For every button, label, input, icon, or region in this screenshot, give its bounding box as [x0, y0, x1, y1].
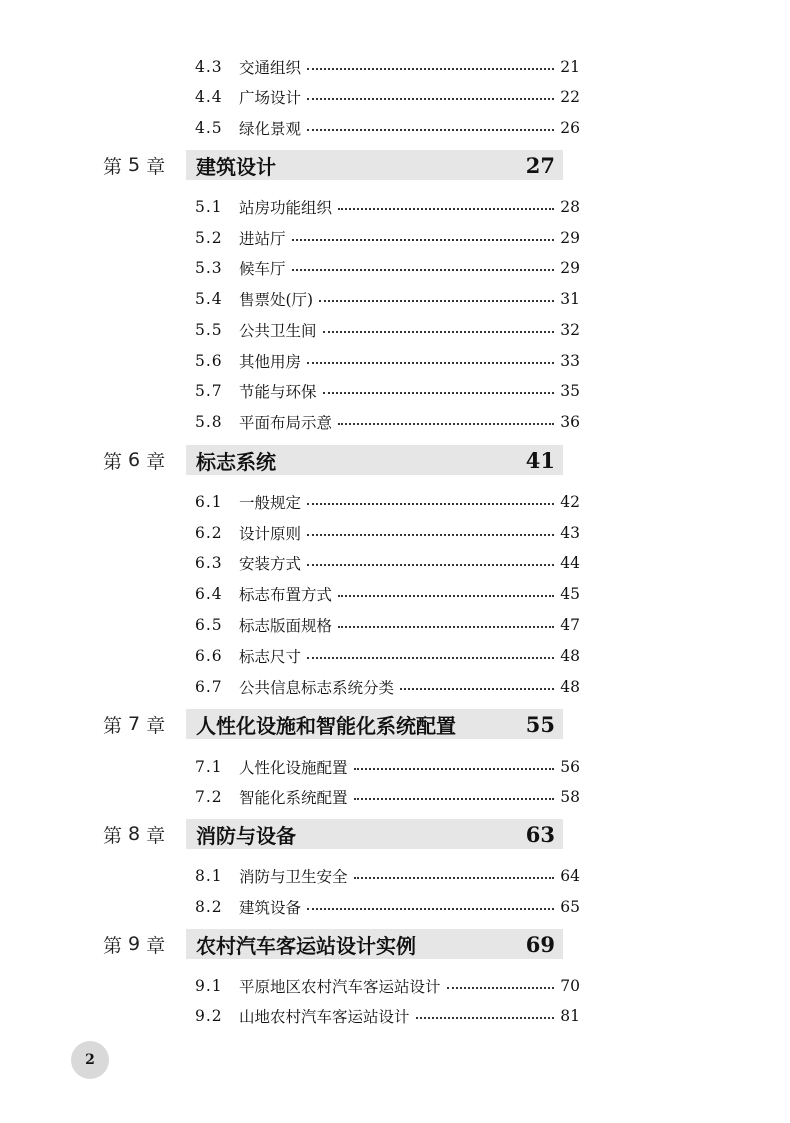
section-page-number: 64: [560, 867, 580, 885]
toc-entry[interactable]: [195, 116, 580, 140]
chapter-page-number: 69: [525, 931, 555, 957]
dot-leader: [307, 564, 554, 566]
toc-entry[interactable]: [195, 85, 580, 109]
section-page-number: 36: [560, 413, 580, 431]
toc-entry[interactable]: [195, 755, 580, 779]
section-number: 5.4: [195, 290, 223, 308]
dot-leader: [307, 129, 554, 131]
section-title: 广场设计: [239, 89, 302, 107]
section-title: 进站厅: [239, 230, 286, 248]
section-title: 建筑设备: [239, 899, 302, 917]
section-number: 5.3: [195, 259, 223, 277]
chapter-heading[interactable]: [186, 445, 563, 475]
section-page-number: 48: [560, 647, 580, 665]
section-title: 智能化系统配置: [239, 789, 348, 807]
dot-leader: [354, 877, 555, 879]
section-number: 8.2: [195, 898, 223, 916]
section-page-number: 45: [560, 585, 580, 603]
chapter-heading[interactable]: [186, 819, 563, 849]
section-title: 公共卫生间: [239, 322, 317, 340]
section-page-number: 56: [560, 758, 580, 776]
section-page-number: 29: [560, 229, 580, 247]
dot-leader: [416, 1017, 555, 1019]
section-number: 6.1: [195, 493, 223, 511]
section-title: 标志版面规格: [239, 617, 333, 635]
section-title: 人性化设施配置: [239, 759, 348, 777]
dot-leader: [307, 68, 554, 70]
toc-entry[interactable]: [195, 410, 580, 434]
chapter-number: 9: [128, 933, 141, 955]
section-page-number: 32: [560, 321, 580, 339]
section-title: 其他用房: [239, 353, 302, 371]
section-title: 候车厅: [239, 260, 286, 278]
toc-entry[interactable]: [195, 864, 580, 888]
section-page-number: 21: [560, 58, 580, 76]
dot-leader: [307, 908, 554, 910]
dot-leader: [354, 798, 555, 800]
section-page-number: 28: [560, 198, 580, 216]
section-title: 消防与卫生安全: [239, 868, 348, 886]
section-page-number: 33: [560, 352, 580, 370]
toc-entry[interactable]: [195, 521, 580, 545]
chapter-number: 8: [128, 823, 141, 845]
section-page-number: 42: [560, 493, 580, 511]
chapter-number: 6: [128, 449, 141, 471]
dot-leader: [400, 688, 554, 690]
section-page-number: 43: [560, 524, 580, 542]
chapter-title: 建筑设计: [196, 154, 276, 179]
chapter-word-suffix: 章: [146, 714, 166, 737]
section-number: 5.2: [195, 229, 223, 247]
dot-leader: [292, 269, 555, 271]
section-title: 站房功能组织: [239, 199, 333, 217]
section-page-number: 70: [560, 977, 580, 995]
section-number: 7.2: [195, 788, 223, 806]
toc-entry[interactable]: [195, 318, 580, 342]
toc-entry[interactable]: [195, 613, 580, 637]
section-number: 5.6: [195, 352, 223, 370]
dot-leader: [354, 768, 555, 770]
dot-leader: [307, 657, 554, 659]
section-page-number: 65: [560, 898, 580, 916]
section-title: 平面布局示意: [239, 414, 333, 432]
section-title: 安装方式: [239, 555, 302, 573]
chapter-word-prefix: 第: [103, 714, 123, 737]
chapter-heading[interactable]: [186, 709, 563, 739]
toc-entry[interactable]: [195, 895, 580, 919]
section-number: 4.3: [195, 58, 223, 76]
dot-leader: [307, 98, 554, 100]
chapter-word-suffix: 章: [146, 824, 166, 847]
section-page-number: 81: [560, 1007, 580, 1025]
section-title: 公共信息标志系统分类: [239, 679, 395, 697]
toc-entry[interactable]: [195, 349, 580, 373]
chapter-page-number: 27: [525, 152, 555, 178]
dot-leader: [292, 239, 555, 241]
dot-leader: [338, 208, 554, 210]
section-number: 9.2: [195, 1007, 223, 1025]
chapter-title: 标志系统: [196, 449, 276, 474]
chapter-word-prefix: 第: [103, 155, 123, 178]
chapter-label: [103, 150, 165, 180]
toc-entry[interactable]: [195, 675, 580, 699]
toc-entry[interactable]: [195, 974, 580, 998]
toc-entry[interactable]: [195, 1004, 580, 1028]
toc-entry[interactable]: [195, 490, 580, 514]
chapter-word-prefix: 第: [103, 824, 123, 847]
toc-entry[interactable]: [195, 582, 580, 606]
section-page-number: 48: [560, 678, 580, 696]
dot-leader: [307, 534, 554, 536]
toc-entry[interactable]: [195, 287, 580, 311]
section-number: 6.5: [195, 616, 223, 634]
chapter-word-suffix: 章: [146, 450, 166, 473]
chapter-label: [103, 819, 165, 849]
dot-leader: [323, 331, 555, 333]
section-title: 标志尺寸: [239, 648, 302, 666]
dot-leader: [338, 626, 554, 628]
dot-leader: [307, 362, 554, 364]
section-number: 7.1: [195, 758, 223, 776]
chapter-word-suffix: 章: [146, 934, 166, 957]
section-title: 标志布置方式: [239, 586, 333, 604]
chapter-page-number: 55: [525, 711, 555, 737]
chapter-word-suffix: 章: [146, 155, 166, 178]
section-number: 6.2: [195, 524, 223, 542]
chapter-label: [103, 445, 165, 475]
section-page-number: 47: [560, 616, 580, 634]
section-title: 山地农村汽车客运站设计: [239, 1008, 410, 1026]
section-page-number: 26: [560, 119, 580, 137]
chapter-label: [103, 709, 165, 739]
toc-entry[interactable]: [195, 551, 580, 575]
section-number: 6.6: [195, 647, 223, 665]
section-title: 一般规定: [239, 494, 302, 512]
section-number: 6.7: [195, 678, 223, 696]
section-number: 6.4: [195, 585, 223, 603]
chapter-word-prefix: 第: [103, 450, 123, 473]
section-title: 售票处(厅): [239, 291, 314, 309]
dot-leader: [338, 595, 554, 597]
section-number: 9.1: [195, 977, 223, 995]
dot-leader: [319, 300, 554, 302]
toc-entry[interactable]: [195, 226, 580, 250]
section-title: 设计原则: [239, 525, 302, 543]
dot-leader: [338, 423, 554, 425]
toc-entry[interactable]: [195, 644, 580, 668]
section-number: 6.3: [195, 554, 223, 572]
chapter-page-number: 41: [525, 447, 555, 473]
chapter-word-prefix: 第: [103, 934, 123, 957]
chapter-number: 5: [128, 154, 141, 176]
chapter-number: 7: [128, 713, 141, 735]
toc-entry[interactable]: [195, 195, 580, 219]
section-title: 交通组织: [239, 59, 302, 77]
chapter-title: 农村汽车客运站设计实例: [196, 933, 416, 958]
section-number: 4.4: [195, 88, 223, 106]
toc-entry[interactable]: [195, 379, 580, 403]
section-page-number: 35: [560, 382, 580, 400]
section-number: 4.5: [195, 119, 223, 137]
chapter-heading[interactable]: [186, 150, 563, 180]
page-number-badge: [71, 1041, 109, 1079]
page-number: 2: [85, 1052, 95, 1068]
section-number: 5.1: [195, 198, 223, 216]
chapter-title: 消防与设备: [196, 823, 296, 848]
dot-leader: [323, 392, 555, 394]
toc-entry[interactable]: [195, 256, 580, 280]
chapter-title: 人性化设施和智能化系统配置: [196, 713, 456, 738]
section-title: 平原地区农村汽车客运站设计: [239, 978, 441, 996]
section-page-number: 44: [560, 554, 580, 572]
section-number: 8.1: [195, 867, 223, 885]
section-page-number: 31: [560, 290, 580, 308]
chapter-page-number: 63: [525, 821, 555, 847]
chapter-heading[interactable]: [186, 929, 563, 959]
section-page-number: 29: [560, 259, 580, 277]
section-number: 5.8: [195, 413, 223, 431]
section-page-number: 22: [560, 88, 580, 106]
chapter-label: [103, 929, 165, 959]
toc-entry[interactable]: [195, 55, 580, 79]
dot-leader: [307, 503, 554, 505]
section-number: 5.7: [195, 382, 223, 400]
section-title: 节能与环保: [239, 383, 317, 401]
dot-leader: [447, 987, 555, 989]
toc-entry[interactable]: [195, 785, 580, 809]
section-page-number: 58: [560, 788, 580, 806]
section-number: 5.5: [195, 321, 223, 339]
section-title: 绿化景观: [239, 120, 302, 138]
